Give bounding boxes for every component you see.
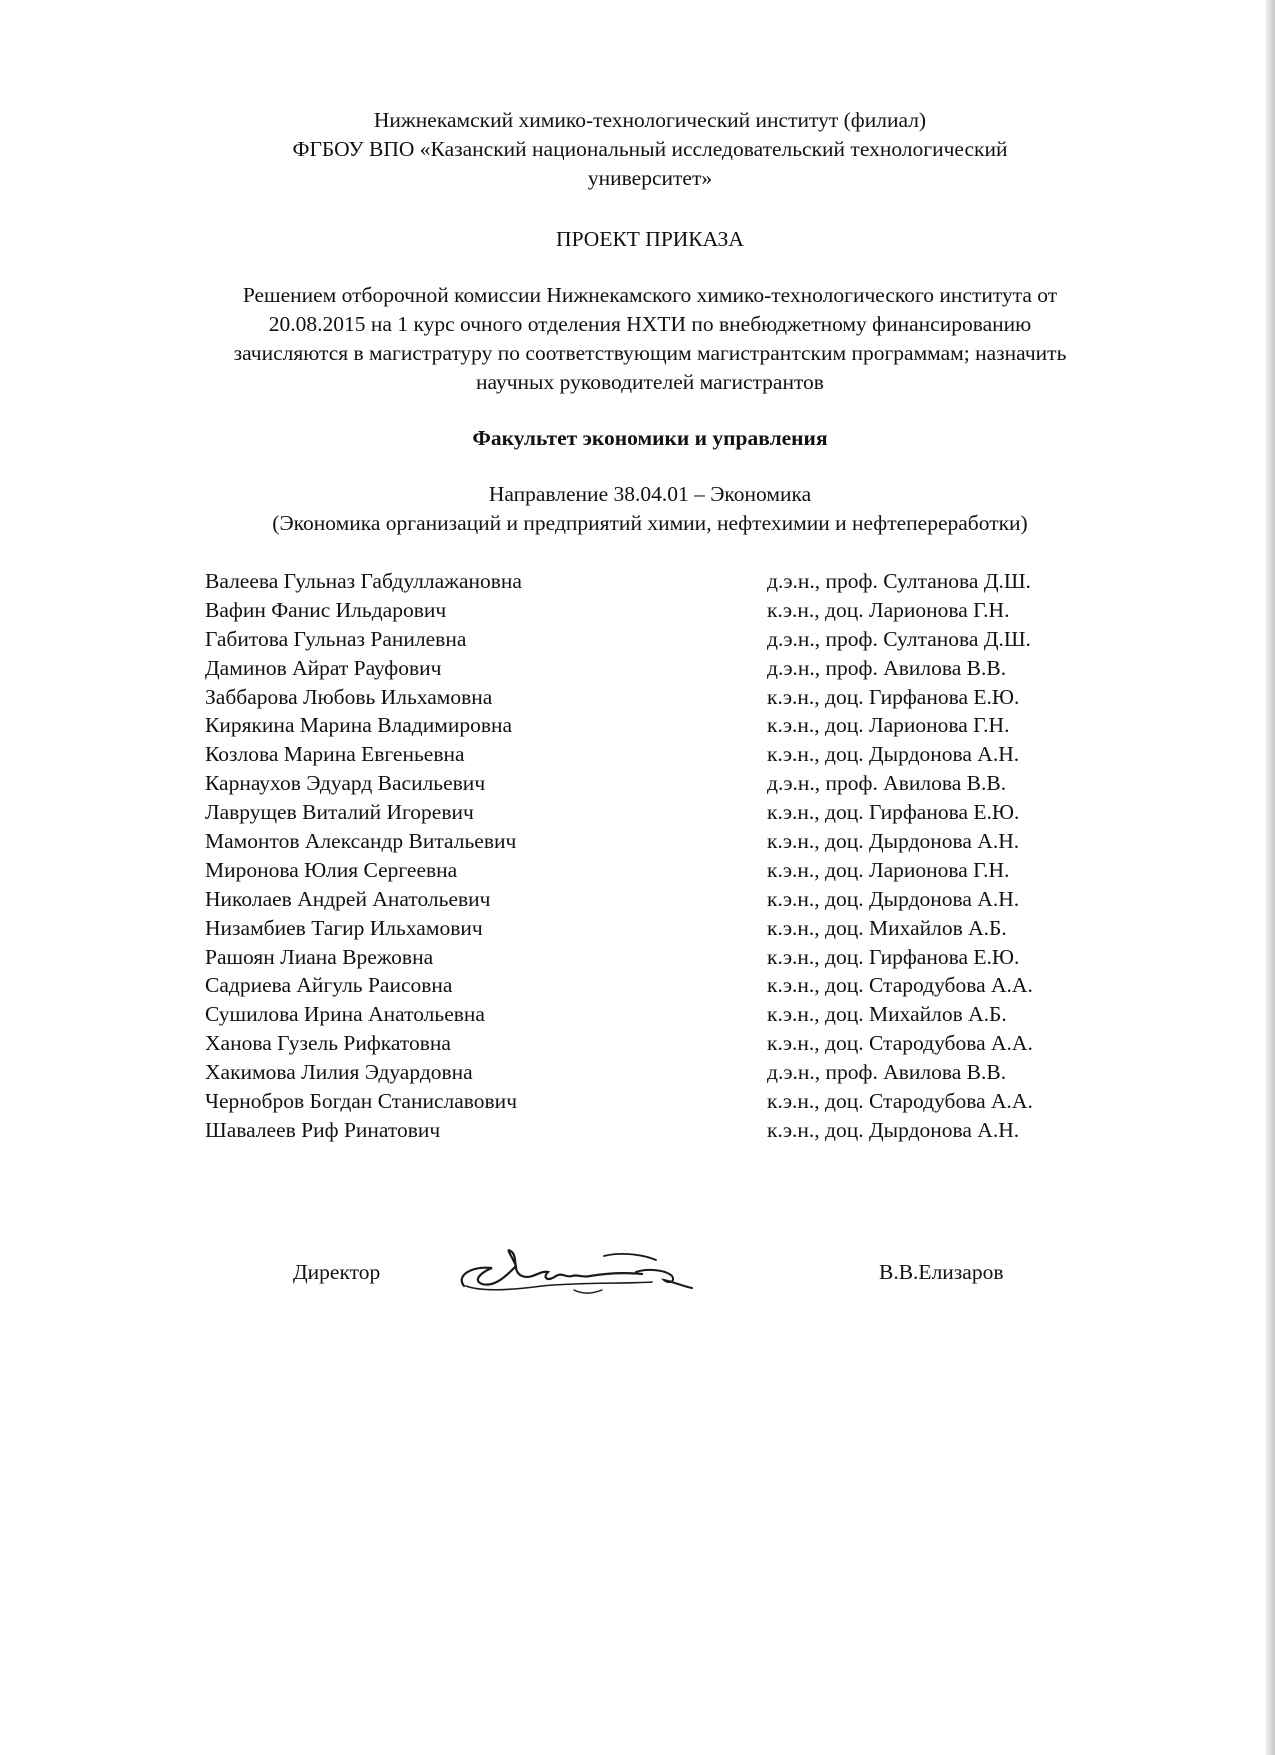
student-name: Садриева Айгуль Раисовна: [205, 973, 453, 998]
advisor-name: д.э.н., проф. Авилова В.В.: [767, 655, 1007, 680]
student-name: Вафин Фанис Ильдарович: [205, 597, 447, 622]
table-row: [205, 914, 1105, 943]
advisor-name: д.э.н., проф. Авилова В.В.: [767, 1060, 1007, 1085]
student-name: Мамонтов Александр Витальевич: [205, 829, 517, 854]
table-row: [205, 1087, 1105, 1116]
table-row: [205, 943, 1105, 972]
advisor-name: к.э.н., доц. Дырдонова А.Н.: [767, 829, 1020, 854]
student-list: [205, 567, 1105, 1145]
advisor-name: к.э.н., доц. Дырдонова А.Н.: [767, 886, 1020, 911]
table-row: [205, 798, 1105, 827]
advisor-name: к.э.н., доц. Ларионова Г.Н.: [767, 597, 1010, 622]
advisor-name: к.э.н., доц. Дырдонова А.Н.: [767, 742, 1020, 767]
student-name: Ханова Гузель Рифкатовна: [205, 1031, 451, 1056]
table-row: [205, 769, 1105, 798]
header-line-3: университет»: [587, 166, 713, 190]
decision-paragraph: [150, 281, 1150, 397]
student-name: Рашоян Лиана Врежовна: [205, 944, 434, 969]
advisor-name: к.э.н., доц. Гирфанова Е.Ю.: [767, 800, 1020, 825]
table-row: [205, 740, 1105, 769]
advisor-name: к.э.н., доц. Дырдонова А.Н.: [767, 1117, 1020, 1142]
table-row: [205, 654, 1105, 683]
table-row: [205, 1029, 1105, 1058]
decision-line-4: научных руководителей магистрантов: [476, 370, 824, 394]
table-row: [205, 1000, 1105, 1029]
student-name: Чернобров Богдан Станиславович: [205, 1089, 518, 1114]
advisor-name: к.э.н., доц. Стародубова А.А.: [767, 973, 1033, 998]
advisor-name: к.э.н., доц. Ларионова Г.Н.: [767, 857, 1010, 882]
table-row: [205, 827, 1105, 856]
student-name: Шавалеев Риф Ринатович: [205, 1117, 441, 1142]
table-row: [205, 625, 1105, 654]
table-row: [205, 856, 1105, 885]
student-name: Лаврущев Виталий Игоревич: [205, 800, 474, 825]
decision-line-1: Решением отборочной комиссии Нижнекамского химико-технологического института от: [242, 283, 1058, 307]
table-row: [205, 1058, 1105, 1087]
advisor-name: д.э.н., проф. Авилова В.В.: [767, 771, 1007, 796]
table-row: [205, 885, 1105, 914]
student-name: Хакимова Лилия Эдуардовна: [205, 1060, 473, 1085]
advisor-name: к.э.н., доц. Ларионова Г.Н.: [767, 713, 1010, 738]
student-name: Низамбиев Тагир Ильхамович: [205, 915, 483, 940]
institution-header: [150, 106, 1150, 193]
student-name: Кирякина Марина Владимировна: [205, 713, 513, 738]
advisor-name: к.э.н., доц. Михайлов А.Б.: [767, 1002, 1007, 1027]
table-row: [205, 567, 1105, 596]
direction-line-2: (Экономика организаций и предприятий химии, нефтехимии и нефтепереработки): [272, 511, 1028, 535]
signature-block: [0, 1242, 1275, 1322]
student-name: Козлова Марина Евгеньевна: [205, 742, 465, 767]
decision-line-3: зачисляются в магистратуру по соответствующим магистрантским программам; назначить: [233, 341, 1067, 365]
direction-line-1: Направление 38.04.01 – Экономика: [488, 482, 812, 506]
header-line-1: Нижнекамский химико-технологический институт (филиал): [373, 108, 927, 132]
table-row: [205, 683, 1105, 712]
header-line-2: ФГБОУ ВПО «Казанский национальный исследовательский технологический: [292, 137, 1008, 161]
signatory-name: В.В.Елизаров: [879, 1260, 1004, 1284]
advisor-name: к.э.н., доц. Михайлов А.Б.: [767, 915, 1007, 940]
table-row: [205, 711, 1105, 740]
document-title: ПРОЕКТ ПРИКАЗА: [556, 227, 744, 251]
direction-heading: [150, 480, 1150, 538]
student-name: Миронова Юлия Сергеевна: [205, 857, 458, 882]
student-name: Заббарова Любовь Ильхамовна: [205, 684, 493, 709]
table-row: [205, 596, 1105, 625]
student-name: Валеева Гульназ Габдуллажановна: [205, 569, 522, 593]
student-name: Карнаухов Эдуард Васильевич: [205, 771, 486, 796]
advisor-name: к.э.н., доц. Стародубова А.А.: [767, 1031, 1033, 1056]
advisor-name: д.э.н., проф. Султанова Д.Ш.: [767, 569, 1031, 593]
advisor-name: к.э.н., доц. Стародубова А.А.: [767, 1089, 1033, 1114]
scan-edge-shadow: [1265, 0, 1275, 1755]
table-row: [205, 971, 1105, 1000]
student-name: Даминов Айрат Рауфович: [205, 655, 442, 680]
student-name: Габитова Гульназ Ранилевна: [205, 626, 467, 651]
handwritten-signature: [452, 1242, 732, 1302]
student-name: Сушилова Ирина Анатольевна: [205, 1002, 485, 1027]
advisor-name: к.э.н., доц. Гирфанова Е.Ю.: [767, 944, 1020, 969]
student-name: Николаев Андрей Анатольевич: [205, 886, 491, 911]
signatory-role: Директор: [293, 1260, 381, 1284]
advisor-name: к.э.н., доц. Гирфанова Е.Ю.: [767, 684, 1020, 709]
decision-line-2: 20.08.2015 на 1 курс очного отделения НХТИ по внебюджетному финансированию: [268, 312, 1032, 336]
faculty-heading: Факультет экономики и управления: [472, 426, 828, 450]
advisor-name: д.э.н., проф. Султанова Д.Ш.: [767, 626, 1031, 651]
table-row: [205, 1116, 1105, 1145]
